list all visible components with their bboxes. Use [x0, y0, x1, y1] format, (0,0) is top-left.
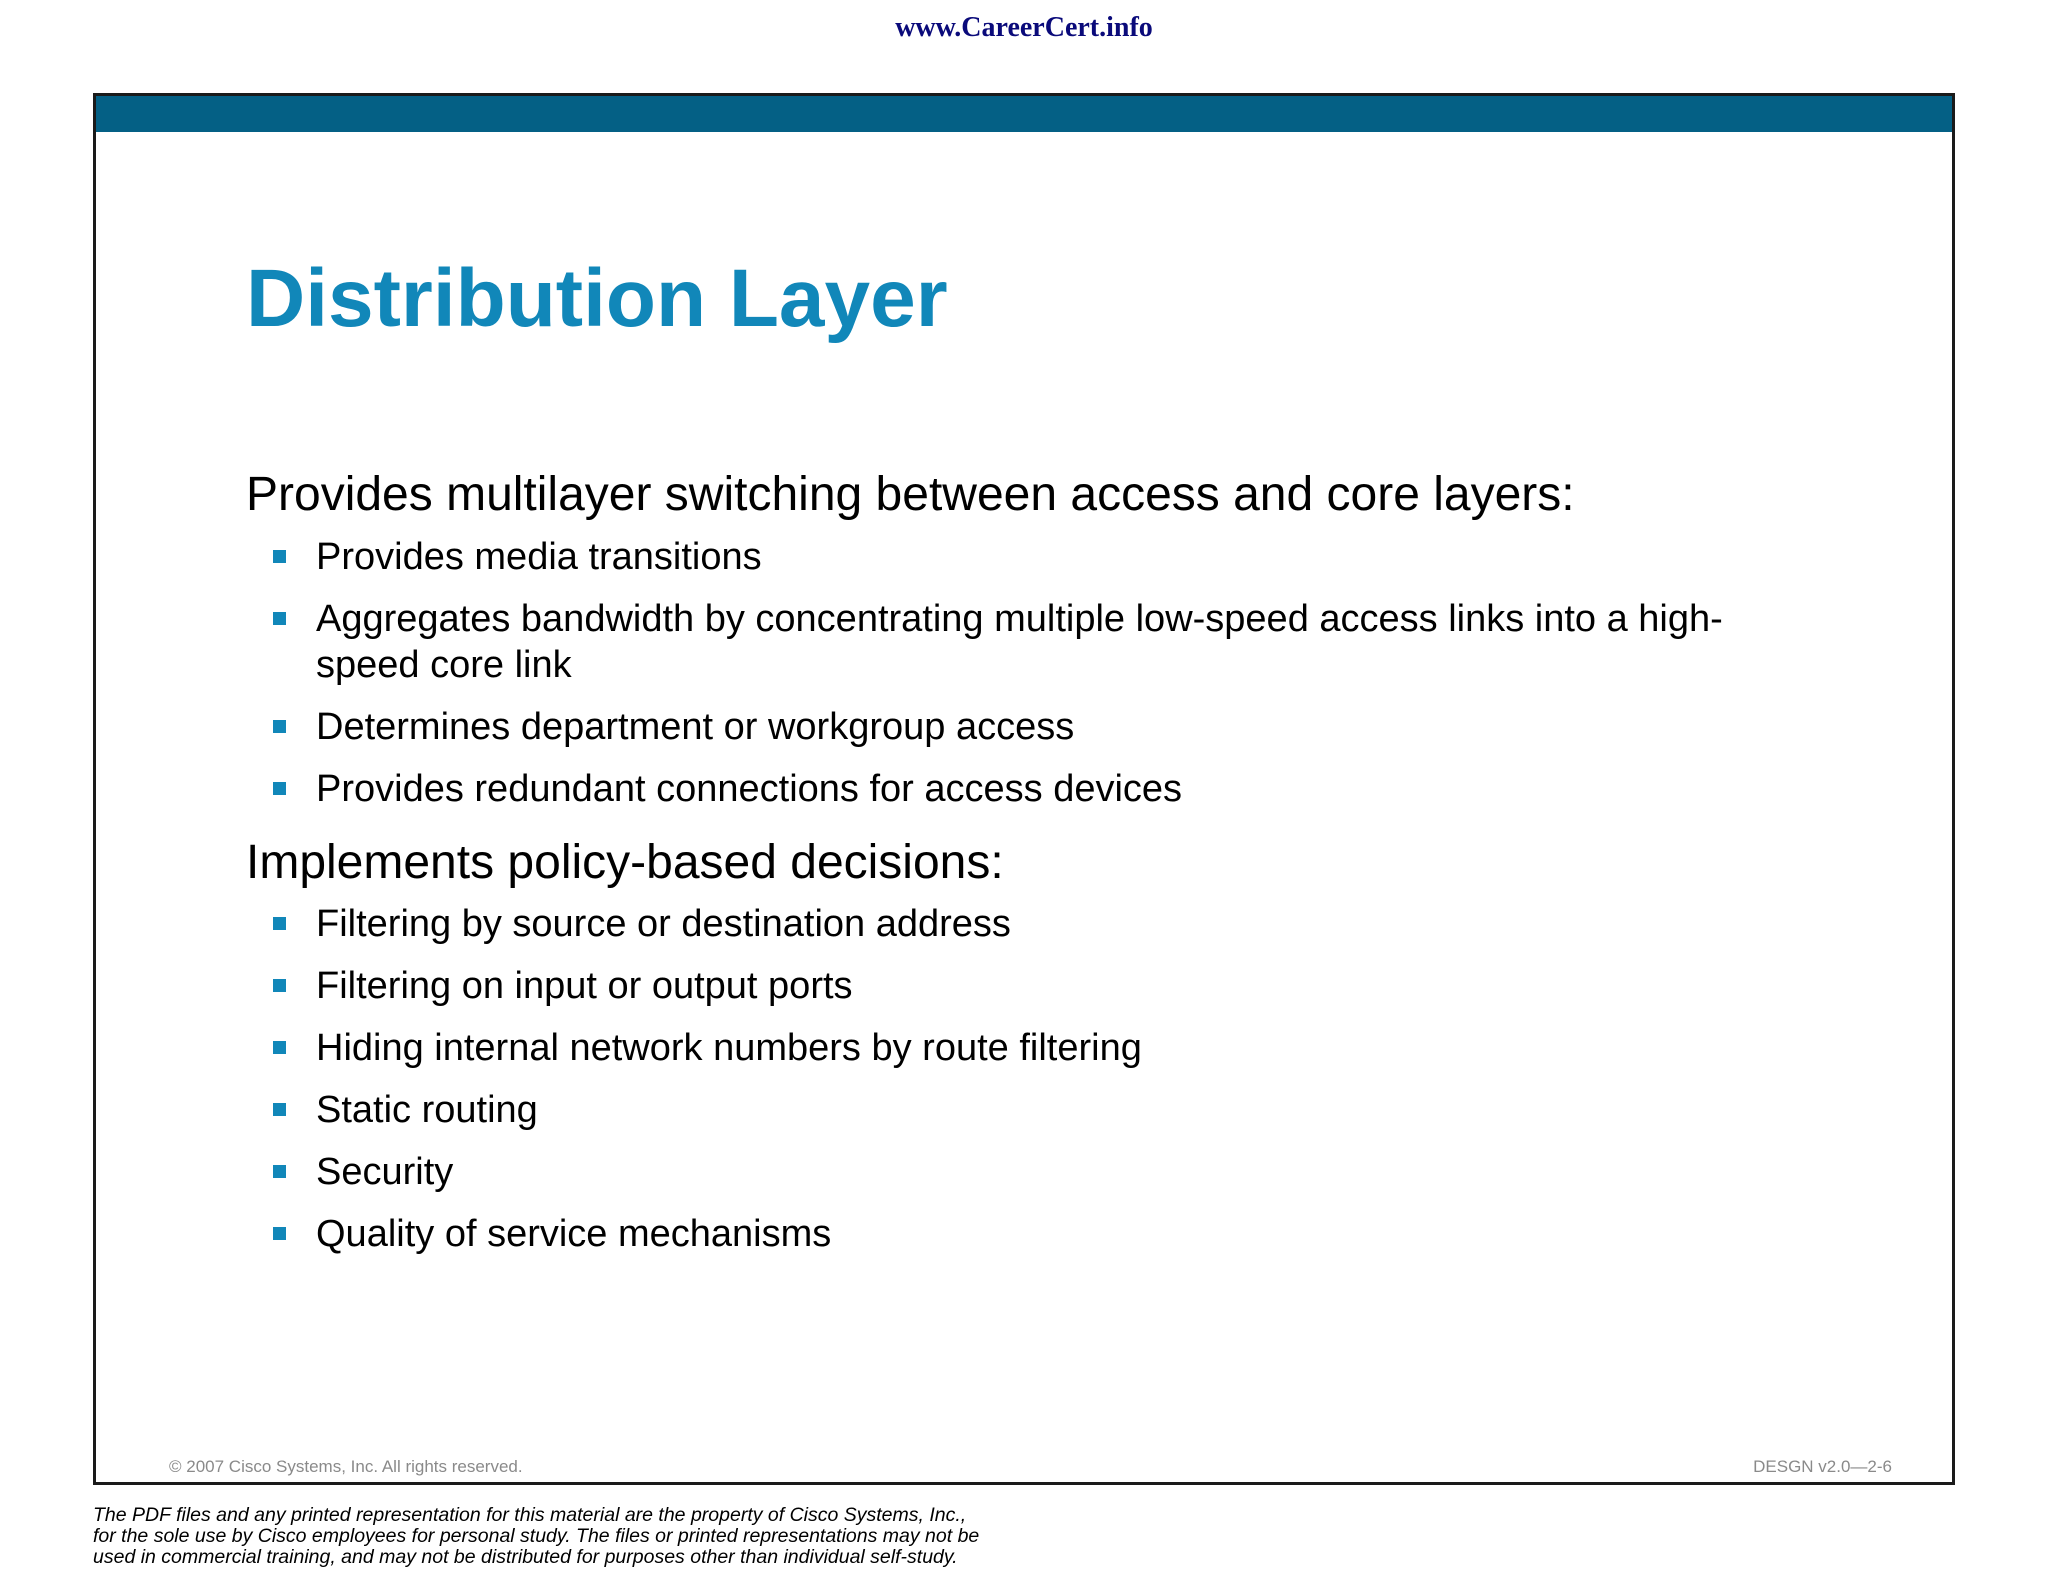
square-bullet-icon [273, 979, 286, 992]
slide-header-bar [96, 96, 1952, 132]
list-item [246, 704, 1806, 750]
list-item [246, 596, 1806, 688]
list-item [246, 1149, 1806, 1195]
slide-content [246, 466, 1806, 1273]
square-bullet-icon [273, 917, 286, 930]
list-item-text: Aggregates bandwidth by concentrating multiple low-speed access links into a high-speed core link [316, 597, 1723, 686]
list-item [246, 901, 1806, 947]
list-item-text: Static routing [316, 1089, 538, 1132]
list-item-text: Quality of service mechanisms [316, 1213, 832, 1256]
list-item-text: Provides media transitions [316, 535, 762, 578]
square-bullet-icon [273, 1041, 286, 1054]
slide-code: DESGN v2.0—2-6 [1753, 1457, 1892, 1476]
list-item-text: Filtering by source or destination address [316, 903, 1011, 946]
list-item-text: Filtering on input or output ports [316, 965, 853, 1008]
list-item [246, 1025, 1806, 1071]
list-item-text: Hiding internal network numbers by route filtering [316, 1027, 1142, 1070]
slide [93, 93, 1955, 1485]
square-bullet-icon [273, 720, 286, 733]
site-url: www.CareerCert.info [895, 12, 1153, 43]
disclaimer-line: for the sole use by Cisco employees for personal study. The files or printed representations may not be [93, 1525, 980, 1547]
list-item-text: Security [316, 1151, 454, 1194]
list-item [246, 963, 1806, 1009]
list-item-text: Determines department or workgroup access [316, 705, 1075, 748]
square-bullet-icon [273, 1227, 286, 1240]
square-bullet-icon [273, 612, 286, 625]
slide-copyright: © 2007 Cisco Systems, Inc. All rights reserved. [169, 1457, 523, 1476]
square-bullet-icon [273, 550, 286, 563]
square-bullet-icon [273, 1165, 286, 1178]
square-bullet-icon [273, 1103, 286, 1116]
slide-title: Distribution Layer [246, 253, 948, 344]
list-item [246, 1087, 1806, 1133]
main-point: Implements policy-based decisions: [246, 835, 1004, 889]
disclaimer-line: The PDF files and any printed representation for this material are the property of Cisco Systems, Inc., [93, 1504, 967, 1526]
main-point: Provides multilayer switching between access and core layers: [246, 468, 1575, 521]
list-item-text: Provides redundant connections for access devices [316, 767, 1183, 810]
sub-list [246, 534, 1806, 812]
disclaimer [93, 1505, 1193, 1568]
list-item [246, 1211, 1806, 1257]
disclaimer-line: used in commercial training, and may not be distributed for purposes other than individual self-study. [93, 1546, 958, 1568]
list-item [246, 766, 1806, 812]
square-bullet-icon [273, 782, 286, 795]
list-item [246, 534, 1806, 580]
sub-list [246, 901, 1806, 1257]
